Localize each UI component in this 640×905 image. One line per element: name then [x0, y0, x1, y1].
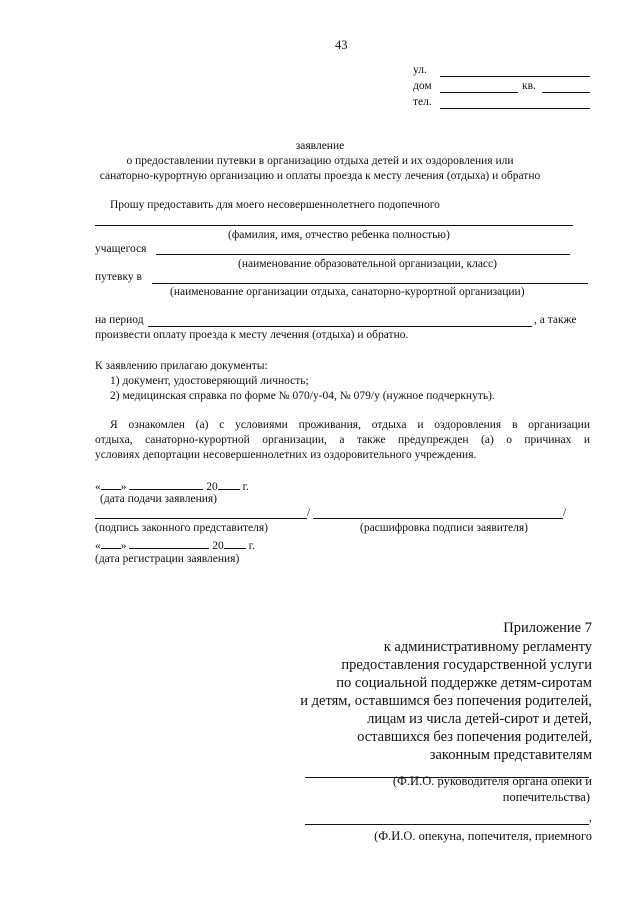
appendix-line-4: по социальной поддержке детям-сиротам	[336, 675, 592, 691]
organization-caption: (наименование организации отдыха, санаторно-курортной организации)	[170, 286, 525, 298]
phone-label: тел.	[413, 96, 432, 108]
reg-date-close-quote: »	[120, 540, 127, 552]
street-line	[440, 76, 590, 77]
apartment-line	[542, 92, 590, 93]
reg-day-blank	[101, 538, 121, 549]
attachment-item-2: 2) медицинская справка по форме № 070/у-04, № 079/у (нужное подчеркнуть).	[110, 390, 495, 402]
acknowledgement-line-1: Я ознакомлен (а) с условиями проживания, отдыха и оздоровления в организации	[110, 419, 590, 431]
year-suffix: г.	[242, 481, 249, 493]
title-line-2: о предоставлении путевки в организацию отдыха детей и их оздоровления или	[126, 155, 514, 167]
period-label: на период	[95, 314, 144, 326]
appendix-line-1: Приложение 7	[503, 620, 592, 636]
school-line	[156, 254, 570, 255]
reg-year-blank	[224, 538, 246, 549]
request-intro: Прошу предоставить для моего несовершеннолетнего подопечного	[110, 199, 440, 211]
apartment-label: кв.	[522, 80, 536, 92]
acknowledgement-line-2: отдыха, санаторно-курортной организации, а также предупрежден (а) о причинах и	[95, 434, 590, 446]
reg-date-open-quote: «	[95, 540, 101, 552]
street-label: ул.	[413, 64, 427, 76]
year-prefix: 20	[206, 481, 218, 493]
registration-date-caption: (дата регистрации заявления)	[95, 553, 240, 565]
date-close-quote: »	[120, 481, 127, 493]
acknowledgement-line-3: условиях депортации несовершеннолетних из оздоровительного учреждения.	[95, 449, 477, 461]
payment-text: произвести оплату проезда к месту лечения (отдыха) и обратно.	[95, 329, 409, 341]
student-label: учащегося	[95, 243, 147, 255]
reg-year-prefix: 20	[212, 540, 224, 552]
year-blank	[218, 479, 240, 490]
child-name-caption: (фамилия, имя, отчество ребенка полностью)	[228, 229, 450, 241]
day-blank	[101, 479, 121, 490]
appendix-line-3: предоставления государственной услуги	[341, 657, 592, 673]
reg-month-blank	[129, 538, 209, 549]
guardian-comma: ,	[589, 812, 592, 824]
guardian-caption: (Ф.И.О. опекуна, попечителя, приемного	[374, 829, 592, 843]
house-label: дом	[413, 80, 432, 92]
organization-line	[152, 283, 588, 284]
guardian-name-line	[305, 824, 589, 825]
phone-line	[440, 108, 590, 109]
page-number: 43	[335, 38, 348, 52]
appendix-line-2: к административному регламенту	[383, 639, 592, 655]
title-line-3: санаторно-курортную организацию и оплаты проезда к месту лечения (отдыха) и обратно	[99, 170, 541, 182]
appendix-line-6: лицам из числа детей-сирот и детей,	[367, 711, 592, 727]
date-open-quote: «	[95, 481, 101, 493]
school-caption: (наименование образовательной организации, класс)	[238, 258, 497, 270]
attachments-heading: К заявлению прилагаю документы:	[95, 360, 268, 372]
signature-decoding-line	[313, 518, 563, 519]
appendix-line-5: и детям, оставшимся без попечения родителей,	[300, 693, 592, 709]
child-name-line	[95, 225, 573, 226]
head-caption-line-1: (Ф.И.О. руководителя органа опеки и	[392, 774, 592, 788]
signature-slash-2: /	[563, 507, 567, 519]
attachment-item-1: 1) документ, удостоверяющий личность;	[110, 375, 309, 387]
reg-year-suffix: г.	[248, 540, 255, 552]
registration-date-row	[95, 538, 255, 552]
document-title: заявление	[295, 140, 345, 152]
representative-signature-line	[95, 518, 307, 519]
decoding-caption: (расшифровка подписи заявителя)	[360, 522, 528, 534]
head-caption-line-2: попечительства)	[502, 790, 590, 804]
submission-date-caption: (дата подачи заявления)	[100, 493, 217, 505]
voucher-label: путевку в	[95, 271, 142, 283]
signature-slash-1: /	[307, 507, 311, 519]
representative-signature-caption: (подпись законного представителя)	[95, 522, 268, 534]
submission-date-row	[95, 479, 249, 493]
house-line	[440, 92, 518, 93]
appendix-line-7: оставшихся без попечения родителей,	[357, 729, 592, 745]
appendix-line-8: законным представителям	[429, 747, 592, 763]
month-blank	[129, 479, 203, 490]
period-line	[148, 326, 532, 327]
period-suffix: , а также	[534, 314, 577, 326]
